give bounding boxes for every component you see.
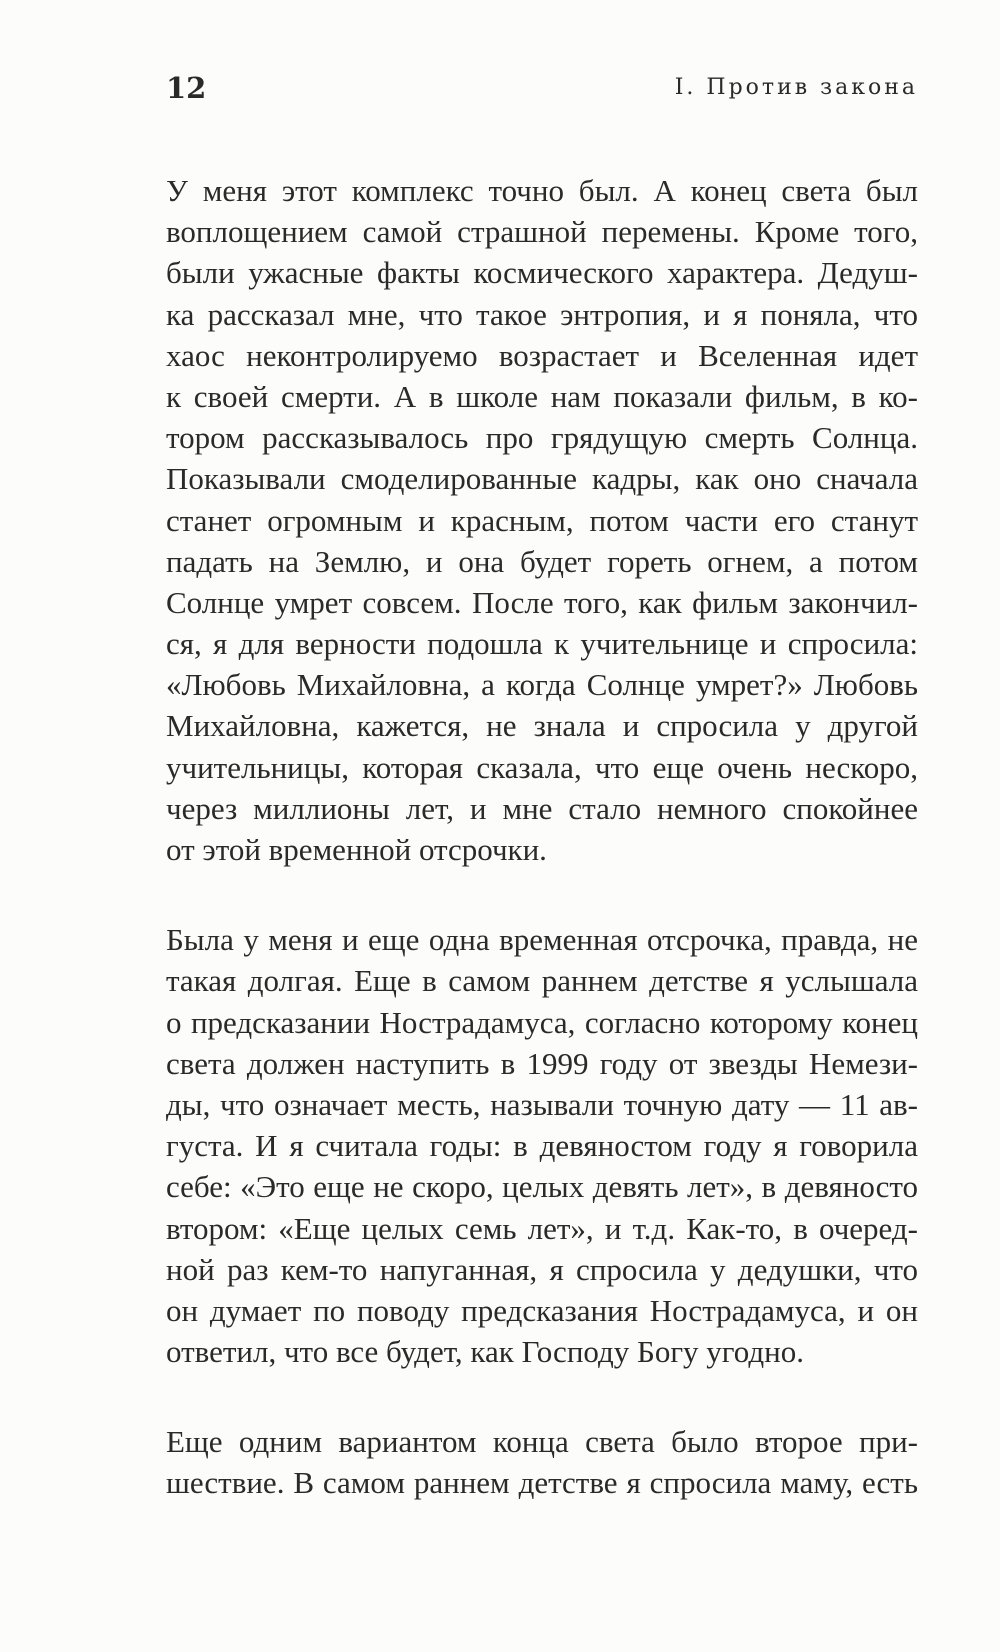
text-line: Михайловна, кажется, не знала и спросила у другой	[166, 708, 918, 744]
text-line: ся, я для верности подошла к учительнице и спросила:	[166, 626, 918, 662]
text-line: через миллионы лет, и мне стало немного спокойнее	[166, 790, 918, 826]
text-line: от этой временной отсрочки.	[166, 832, 547, 867]
text-line: густа. И я считала годы: в девяностом году я говорила	[166, 1128, 918, 1164]
text-line: были ужасные факты космического характера. Дедуш-	[166, 255, 918, 291]
text-line: ной раз кем-то напуганная, я спросила у дедушки, что	[166, 1251, 918, 1287]
text-line: он думает по поводу предсказания Нострадамуса, и он	[166, 1292, 918, 1328]
text-line: света должен наступить в 1999 году от звезды Немези-	[166, 1045, 918, 1081]
running-head	[166, 70, 918, 110]
text-line: к своей смерти. А в школе нам показали фильм, в ко-	[166, 378, 918, 414]
text-line: ка рассказал мне, что такое энтропия, и я поняла, что	[166, 296, 918, 332]
paragraph-1	[166, 170, 918, 870]
text-line: падать на Землю, и она будет гореть огнем, а потом	[166, 543, 918, 579]
text-line: У меня этот комплекс точно был. А конец света был	[166, 173, 918, 208]
text-line: Была у меня и еще одна временная отсрочка, правда, не	[166, 922, 918, 958]
text-line: о предсказании Нострадамуса, согласно которому конец	[166, 1004, 918, 1040]
chapter-title: I. Против закона	[674, 75, 918, 100]
text-line: Солнце умрет совсем. После того, как фильм закончил-	[166, 584, 918, 620]
text-line: себе: «Это еще не скоро, целых девять лет», в девяносто	[166, 1169, 918, 1205]
text-line: ды, что означает месть, называли точную дату — 11 ав-	[166, 1086, 918, 1122]
paragraph-2	[166, 919, 918, 1372]
text-line: Еще одним вариантом конца света было второе при-	[166, 1424, 918, 1460]
text-line: шествие. В самом раннем детстве я спросила маму, есть	[166, 1465, 918, 1501]
body-text	[166, 170, 918, 1504]
text-line: воплощением самой страшной перемены. Кроме того,	[166, 214, 918, 250]
paragraph-3	[166, 1421, 918, 1503]
text-line: «Любовь Михайловна, а когда Солнце умрет?» Любовь	[166, 667, 918, 703]
text-line: такая долгая. Еще в самом раннем детстве я услышала	[166, 963, 918, 999]
text-line: учительницы, которая сказала, что еще очень нескоро,	[166, 749, 918, 785]
text-line: втором: «Еще целых семь лет», и т.д. Как-то, в очеред-	[166, 1210, 918, 1246]
text-line: хаос неконтролируемо возрастает и Вселенная идет	[166, 337, 918, 373]
text-line: тором рассказывалось про грядущую смерть Солнца.	[166, 420, 918, 456]
text-line: ответил, что все будет, как Господу Богу угодно.	[166, 1334, 804, 1370]
text-line: станет огромным и красным, потом части его станут	[166, 502, 918, 538]
page-number: 12	[166, 71, 207, 105]
text-line: Показывали смоделированные кадры, как оно сначала	[166, 461, 918, 497]
